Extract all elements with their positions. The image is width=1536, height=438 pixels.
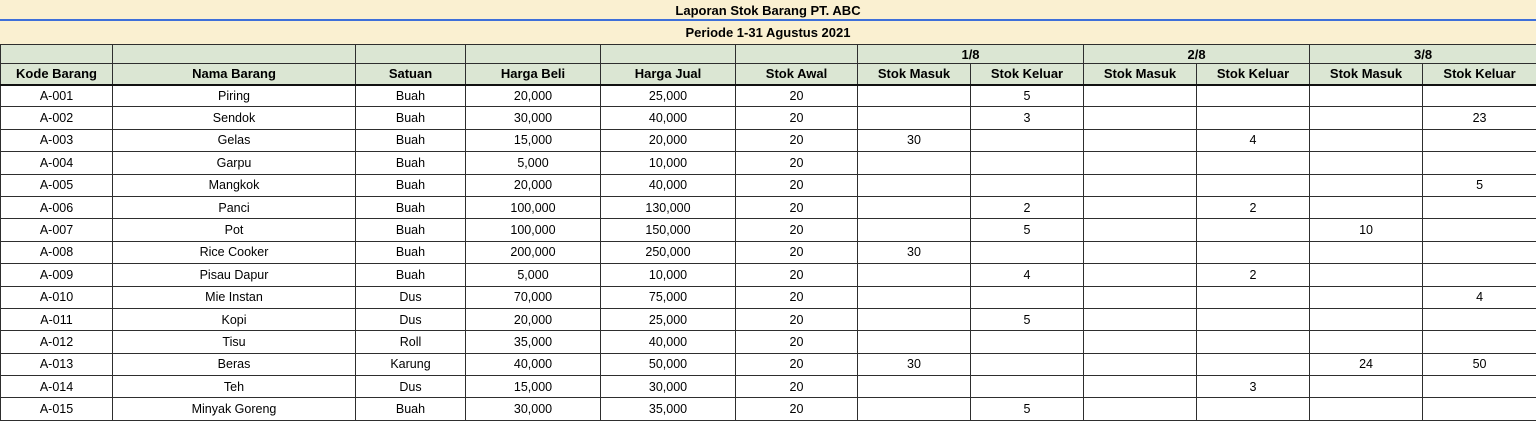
cell[interactable] [1423, 376, 1536, 398]
table-row [1, 219, 1536, 241]
cell[interactable]: 24 [1310, 353, 1423, 375]
cell[interactable]: Garpu [113, 152, 356, 174]
cell[interactable] [1084, 286, 1197, 308]
cell[interactable] [1084, 219, 1197, 241]
cell[interactable] [1084, 308, 1197, 330]
cell[interactable]: Gelas [113, 129, 356, 151]
cell[interactable] [1197, 152, 1310, 174]
cell[interactable]: 20 [736, 376, 858, 398]
cell[interactable] [1084, 398, 1197, 420]
report-title: Laporan Stok Barang PT. ABC [0, 0, 1536, 21]
cell[interactable]: 5 [971, 398, 1084, 420]
empty-header-cell [736, 45, 858, 64]
cell[interactable]: Piring [113, 85, 356, 107]
cell[interactable]: Buah [356, 129, 466, 151]
cell[interactable] [1084, 129, 1197, 151]
empty-header-cell [113, 45, 356, 64]
table-row [1, 353, 1536, 375]
cell[interactable]: 30 [858, 241, 971, 263]
cell[interactable]: 50 [1423, 353, 1536, 375]
cell[interactable]: 20 [736, 398, 858, 420]
cell[interactable]: 100,000 [466, 219, 601, 241]
cell[interactable] [858, 152, 971, 174]
cell[interactable]: 130,000 [601, 196, 736, 218]
cell[interactable]: Pot [113, 219, 356, 241]
cell[interactable]: 5,000 [466, 264, 601, 286]
cell[interactable] [1310, 196, 1423, 218]
cell[interactable]: 5 [971, 308, 1084, 330]
table-row [1, 376, 1536, 398]
cell[interactable] [858, 196, 971, 218]
cell[interactable]: Mangkok [113, 174, 356, 196]
report-period: Periode 1-31 Agustus 2021 [0, 21, 1536, 44]
cell[interactable]: A-005 [1, 174, 113, 196]
col-header-kode-barang: Kode Barang [1, 64, 113, 85]
cell[interactable]: 20 [736, 219, 858, 241]
cell[interactable]: Buah [356, 241, 466, 263]
cell[interactable] [1310, 85, 1423, 107]
cell[interactable]: 20 [736, 174, 858, 196]
cell[interactable] [1084, 196, 1197, 218]
cell[interactable]: A-002 [1, 107, 113, 129]
cell[interactable]: 20 [736, 196, 858, 218]
cell[interactable]: 40,000 [466, 353, 601, 375]
date-group-3-8: 3/8 [1310, 45, 1536, 64]
cell[interactable]: A-008 [1, 241, 113, 263]
cell[interactable] [1423, 129, 1536, 151]
cell[interactable] [971, 376, 1084, 398]
cell[interactable]: A-014 [1, 376, 113, 398]
col-header-stok-keluar-1-8: Stok Keluar [971, 64, 1084, 85]
col-header-nama-barang: Nama Barang [113, 64, 356, 85]
cell[interactable]: 4 [1423, 286, 1536, 308]
cell[interactable]: A-010 [1, 286, 113, 308]
cell[interactable]: 200,000 [466, 241, 601, 263]
col-header-stok-awal: Stok Awal [736, 64, 858, 85]
cell[interactable] [1084, 107, 1197, 129]
table-row [1, 331, 1536, 353]
cell[interactable]: 5 [971, 219, 1084, 241]
cell[interactable] [858, 376, 971, 398]
col-header-stok-masuk-2-8: Stok Masuk [1084, 64, 1197, 85]
cell[interactable] [1084, 353, 1197, 375]
cell[interactable] [1084, 174, 1197, 196]
cell[interactable] [1197, 353, 1310, 375]
date-group-2-8: 2/8 [1084, 45, 1310, 64]
cell[interactable] [1310, 376, 1423, 398]
cell[interactable]: Dus [356, 286, 466, 308]
cell[interactable]: 10,000 [601, 152, 736, 174]
cell[interactable] [971, 286, 1084, 308]
cell[interactable] [858, 107, 971, 129]
cell[interactable] [858, 219, 971, 241]
cell[interactable] [858, 264, 971, 286]
cell[interactable] [1423, 196, 1536, 218]
cell[interactable] [1084, 331, 1197, 353]
cell[interactable]: A-007 [1, 219, 113, 241]
date-group-header-row [1, 45, 1536, 64]
cell[interactable]: Buah [356, 196, 466, 218]
empty-header-cell [466, 45, 601, 64]
col-header-stok-masuk-3-8: Stok Masuk [1310, 64, 1423, 85]
cell[interactable] [1310, 308, 1423, 330]
table-row [1, 398, 1536, 420]
cell[interactable]: 20 [736, 241, 858, 263]
cell[interactable] [1423, 398, 1536, 420]
cell[interactable]: 2 [971, 196, 1084, 218]
cell[interactable]: 30 [858, 129, 971, 151]
cell[interactable]: Buah [356, 219, 466, 241]
cell[interactable]: Dus [356, 376, 466, 398]
table-row [1, 196, 1536, 218]
cell[interactable]: Kopi [113, 308, 356, 330]
cell[interactable]: 250,000 [601, 241, 736, 263]
cell[interactable]: 20 [736, 353, 858, 375]
cell[interactable]: 30 [858, 353, 971, 375]
cell[interactable]: 20 [736, 331, 858, 353]
cell[interactable] [1197, 398, 1310, 420]
cell[interactable] [1310, 174, 1423, 196]
cell[interactable]: 35,000 [466, 331, 601, 353]
cell[interactable] [1423, 308, 1536, 330]
cell[interactable] [1084, 241, 1197, 263]
cell[interactable]: 20 [736, 107, 858, 129]
cell[interactable]: Buah [356, 398, 466, 420]
cell[interactable] [1423, 241, 1536, 263]
table-body [1, 85, 1536, 421]
table-row [1, 129, 1536, 151]
cell[interactable]: 2 [1197, 196, 1310, 218]
cell[interactable]: 100,000 [466, 196, 601, 218]
cell[interactable]: 25,000 [601, 308, 736, 330]
cell[interactable] [1310, 107, 1423, 129]
cell[interactable] [971, 152, 1084, 174]
cell[interactable]: Beras [113, 353, 356, 375]
cell[interactable] [1197, 107, 1310, 129]
col-header-harga-jual: Harga Jual [601, 64, 736, 85]
cell[interactable]: Dus [356, 308, 466, 330]
column-header-row [1, 64, 1536, 85]
cell[interactable] [1423, 219, 1536, 241]
cell[interactable]: A-006 [1, 196, 113, 218]
cell[interactable] [971, 241, 1084, 263]
cell[interactable] [1310, 129, 1423, 151]
stock-table [0, 44, 1536, 421]
cell[interactable]: Teh [113, 376, 356, 398]
table-row [1, 107, 1536, 129]
cell[interactable] [858, 331, 971, 353]
cell[interactable] [1084, 152, 1197, 174]
cell[interactable]: 2 [1197, 264, 1310, 286]
cell[interactable]: Karung [356, 353, 466, 375]
cell[interactable] [1310, 286, 1423, 308]
cell[interactable]: 20,000 [601, 129, 736, 151]
empty-header-cell [601, 45, 736, 64]
cell[interactable]: 40,000 [601, 331, 736, 353]
cell[interactable] [971, 331, 1084, 353]
cell[interactable]: Sendok [113, 107, 356, 129]
cell[interactable]: Buah [356, 107, 466, 129]
cell[interactable]: 40,000 [601, 107, 736, 129]
cell[interactable]: 35,000 [601, 398, 736, 420]
cell[interactable]: 20 [736, 152, 858, 174]
cell[interactable] [1197, 219, 1310, 241]
cell[interactable] [971, 129, 1084, 151]
cell[interactable]: 20 [736, 308, 858, 330]
cell[interactable] [1197, 286, 1310, 308]
cell[interactable]: Buah [356, 174, 466, 196]
cell[interactable]: 30,000 [601, 376, 736, 398]
table-row [1, 308, 1536, 330]
table-row [1, 264, 1536, 286]
cell[interactable]: 15,000 [466, 129, 601, 151]
cell[interactable]: Pisau Dapur [113, 264, 356, 286]
cell[interactable]: Minyak Goreng [113, 398, 356, 420]
cell[interactable]: A-003 [1, 129, 113, 151]
cell[interactable] [858, 85, 971, 107]
cell[interactable]: 50,000 [601, 353, 736, 375]
cell[interactable]: A-001 [1, 85, 113, 107]
cell[interactable] [1310, 264, 1423, 286]
table-row [1, 241, 1536, 263]
cell[interactable]: 4 [1197, 129, 1310, 151]
table-row [1, 152, 1536, 174]
cell[interactable] [1197, 331, 1310, 353]
col-header-satuan: Satuan [356, 64, 466, 85]
cell[interactable]: Buah [356, 152, 466, 174]
empty-header-cell [1, 45, 113, 64]
col-header-stok-keluar-2-8: Stok Keluar [1197, 64, 1310, 85]
cell[interactable] [1197, 241, 1310, 263]
cell[interactable]: 15,000 [466, 376, 601, 398]
cell[interactable]: 20,000 [466, 308, 601, 330]
cell[interactable]: 30,000 [466, 398, 601, 420]
cell[interactable] [1423, 331, 1536, 353]
cell[interactable] [858, 398, 971, 420]
cell[interactable] [1310, 398, 1423, 420]
cell[interactable]: 20 [736, 129, 858, 151]
cell[interactable]: Roll [356, 331, 466, 353]
cell[interactable]: 10,000 [601, 264, 736, 286]
cell[interactable] [1197, 174, 1310, 196]
cell[interactable]: 70,000 [466, 286, 601, 308]
cell[interactable]: 20,000 [466, 174, 601, 196]
cell[interactable]: 30,000 [466, 107, 601, 129]
col-header-harga-beli: Harga Beli [466, 64, 601, 85]
cell[interactable] [1197, 308, 1310, 330]
cell[interactable]: A-011 [1, 308, 113, 330]
cell[interactable]: Tisu [113, 331, 356, 353]
cell[interactable] [1423, 85, 1536, 107]
cell[interactable] [1423, 152, 1536, 174]
cell[interactable]: 5 [971, 85, 1084, 107]
cell[interactable] [1084, 264, 1197, 286]
cell[interactable]: Panci [113, 196, 356, 218]
cell[interactable] [1084, 376, 1197, 398]
date-group-1-8: 1/8 [858, 45, 1084, 64]
cell[interactable]: A-012 [1, 331, 113, 353]
cell[interactable] [1084, 85, 1197, 107]
cell[interactable]: 20,000 [466, 85, 601, 107]
col-header-stok-keluar-3-8: Stok Keluar [1423, 64, 1536, 85]
cell[interactable] [858, 286, 971, 308]
cell[interactable]: 4 [971, 264, 1084, 286]
cell[interactable] [858, 308, 971, 330]
cell[interactable]: 23 [1423, 107, 1536, 129]
col-header-stok-masuk-1-8: Stok Masuk [858, 64, 971, 85]
cell[interactable]: 20 [736, 85, 858, 107]
cell[interactable] [1310, 152, 1423, 174]
cell[interactable] [1310, 331, 1423, 353]
cell[interactable]: 3 [1197, 376, 1310, 398]
cell[interactable] [1197, 85, 1310, 107]
cell[interactable]: 10 [1310, 219, 1423, 241]
empty-header-cell [356, 45, 466, 64]
table-row [1, 286, 1536, 308]
cell[interactable] [858, 174, 971, 196]
cell[interactable]: 40,000 [601, 174, 736, 196]
cell[interactable]: 75,000 [601, 286, 736, 308]
table-row [1, 85, 1536, 107]
cell[interactable]: 25,000 [601, 85, 736, 107]
cell[interactable]: 20 [736, 264, 858, 286]
cell[interactable]: A-004 [1, 152, 113, 174]
cell[interactable]: 20 [736, 286, 858, 308]
cell[interactable] [1423, 264, 1536, 286]
table-row [1, 174, 1536, 196]
cell[interactable]: A-009 [1, 264, 113, 286]
cell[interactable]: 5 [1423, 174, 1536, 196]
cell[interactable]: 3 [971, 107, 1084, 129]
cell[interactable]: A-015 [1, 398, 113, 420]
cell[interactable]: Mie Instan [113, 286, 356, 308]
cell[interactable]: Buah [356, 264, 466, 286]
cell[interactable]: 150,000 [601, 219, 736, 241]
cell[interactable]: A-013 [1, 353, 113, 375]
cell[interactable]: Buah [356, 85, 466, 107]
cell[interactable] [1310, 241, 1423, 263]
cell[interactable] [971, 353, 1084, 375]
cell[interactable]: 5,000 [466, 152, 601, 174]
cell[interactable]: Rice Cooker [113, 241, 356, 263]
cell[interactable] [971, 174, 1084, 196]
